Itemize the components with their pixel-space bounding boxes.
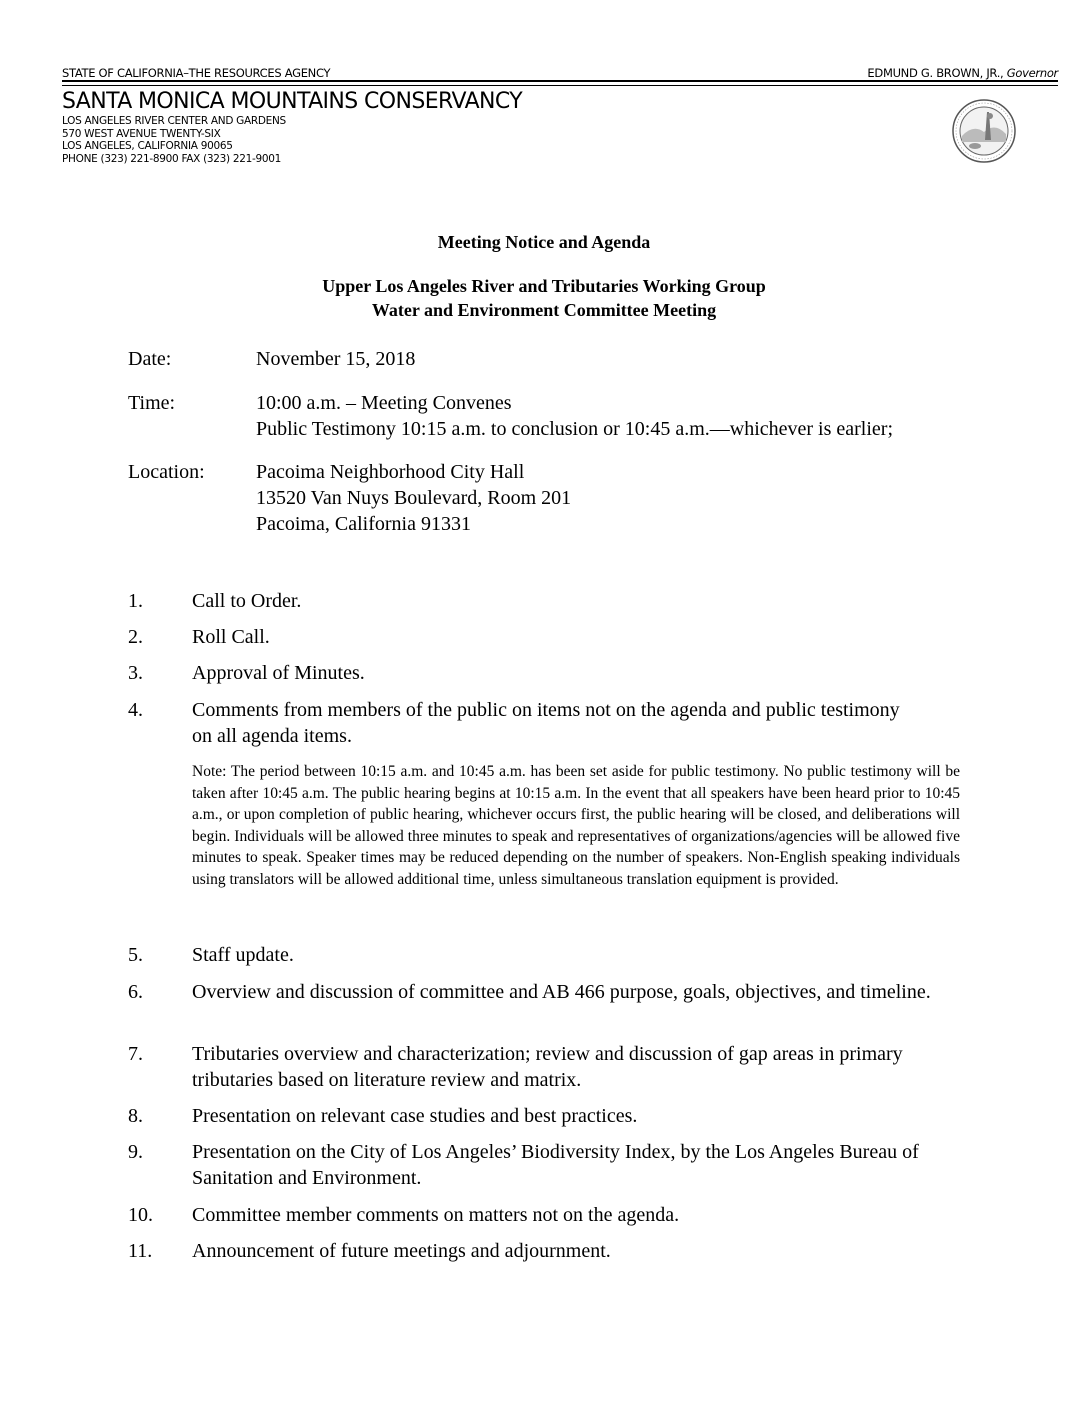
agenda-item-text: Announcement of future meetings and adjournment. (192, 1240, 611, 1262)
agenda-item-text: Call to Order. (192, 590, 302, 612)
agenda-item-text: Presentation on relevant case studies and best practices. (192, 1105, 638, 1127)
agenda-item-number: 8. (128, 1105, 143, 1127)
governor-header (867, 66, 1058, 80)
header-rule-thin (62, 85, 1058, 86)
document-title: Meeting Notice and Agenda (437, 232, 651, 252)
agenda-item-number: 1. (128, 590, 143, 612)
location-city: Pacoima, California 91331 (256, 513, 471, 535)
agenda-item-number: 9. (128, 1141, 143, 1163)
time-label: Time: (128, 392, 176, 414)
agenda-item-text: Presentation on the City of Los Angeles’ Biodiversity Index, by the Los Angeles Bureau of Sanitation and Environment. (192, 1141, 919, 1189)
address-line: LOS ANGELES, CALIFORNIA 90065 (62, 140, 233, 152)
organization-name: SANTA MONICA MOUNTAINS CONSERVANCY (62, 89, 523, 114)
agenda-item-number: 4. (128, 699, 143, 721)
agenda-item-number: 10. (128, 1204, 153, 1226)
header-rule-thick (62, 80, 1058, 82)
phone-fax-line: PHONE (323) 221-8900 FAX (323) 221-9001 (62, 152, 281, 165)
subtitle-line-committee: Water and Environment Committee Meeting (371, 300, 717, 320)
agenda-item-number: 3. (128, 662, 143, 684)
agenda-item-text: Overview and discussion of committee and AB 466 purpose, goals, objectives, and timeline. (192, 981, 931, 1003)
subtitle-line-group: Upper Los Angeles River and Tributaries Working Group (322, 276, 766, 296)
agenda-item-text: Tributaries overview and characterization; review and discussion of gap areas in primary tributaries based on literature review and matrix. (192, 1043, 903, 1091)
document-subtitle (0, 274, 1088, 322)
agenda-item-text: Roll Call. (192, 626, 270, 648)
time-value-convenes: 10:00 a.m. – Meeting Convenes (256, 392, 512, 414)
agenda-item-text: Committee member comments on matters not on the agenda. (192, 1204, 680, 1226)
date-value: November 15, 2018 (256, 348, 416, 370)
location-label: Location: (128, 461, 205, 483)
california-state-seal-icon (951, 98, 1017, 164)
governor-name: EDMUND G. BROWN, JR., (867, 66, 1004, 80)
agenda-item-text: Approval of Minutes. (192, 662, 365, 684)
organization-address (62, 115, 286, 165)
agency-header: STATE OF CALIFORNIA–THE RESOURCES AGENCY (62, 66, 331, 80)
address-line: 570 WEST AVENUE TWENTY-SIX (62, 127, 221, 140)
address-line: LOS ANGELES RIVER CENTER AND GARDENS (62, 115, 286, 127)
time-value-testimony: Public Testimony 10:15 a.m. to conclusion or 10:45 a.m.—whichever is earlier; (256, 418, 894, 440)
agenda-item-text: Staff update. (192, 944, 294, 966)
date-label: Date: (128, 348, 172, 370)
agenda-item-number: 6. (128, 981, 143, 1003)
agenda-item-number: 11. (128, 1240, 153, 1262)
agenda-item-number: 7. (128, 1043, 143, 1065)
location-street: 13520 Van Nuys Boulevard, Room 201 (256, 487, 572, 509)
agenda-item-text: Comments from members of the public on items not on the agenda and public testimony on all agenda items. (192, 699, 900, 747)
governor-title: Governor (1006, 66, 1058, 80)
public-testimony-note: Note: The period between 10:15 a.m. and 10:45 a.m. has been set aside for public testimony. No public testimony will be taken after 10:45 a.m. The public hearing begins at 10:15 a.m. In the event that all speakers have been heard prior to 10:45 a.m., or upon completion of public hearing, whichever occurs first, the public hearing will be closed, and deliberations will begin. Individuals will be allowed three minutes to speak and representatives of organizations/agencies will be allowed five minutes to speak. Speaker times may be reduced depending on the number of speakers. Non-English speaking individuals using translators will be allowed additional time, unless simultaneous translation equipment is provided. (192, 763, 960, 888)
agenda-item-number: 2. (128, 626, 143, 648)
location-venue: Pacoima Neighborhood City Hall (256, 461, 525, 483)
agenda-item-number: 5. (128, 944, 143, 966)
